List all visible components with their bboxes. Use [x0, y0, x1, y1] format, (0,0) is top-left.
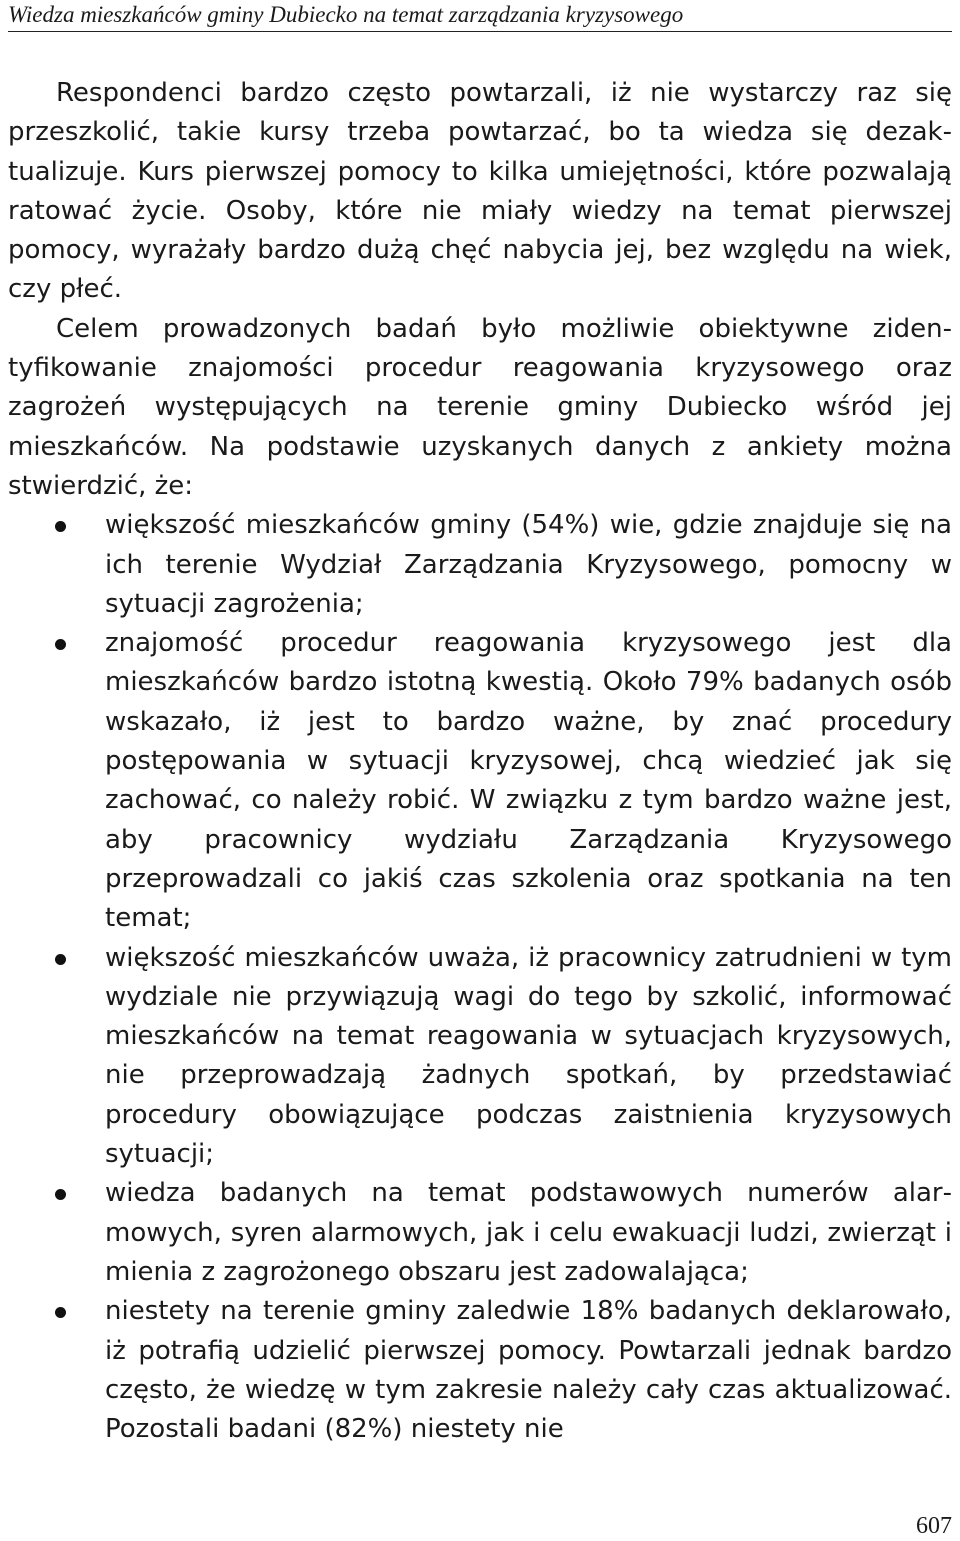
list-item-text: znajomość procedur reagowania kryzysowego jest dla mieszkańców bardzo istotną kwestią. Około 79% badanych osób wskazało, iż jest to bardzo ważne, by znać procedury postępowania w sytuacji kryzysowej, chcą wiedzieć jak się zachować, co należy robić. W związku z tym bardzo ważne jest, aby pracownicy wydziału Zarządzania Kryzysowego przeprowadzali co jakiś czas szkolenia oraz spotkania na ten temat; — [105, 628, 952, 934]
list-item-text: większość mieszkańców gminy (54%) wie, gdzie znajduje się na ich terenie Wydział Zarządzania Kryzysowego, pomocny w sytuacji zagrożenia; — [105, 510, 952, 619]
list-item — [8, 1292, 952, 1449]
bullet-icon — [55, 1307, 66, 1318]
list-item-text: większość mieszkańców uważa, iż pracownicy zatrudnieni w tym wydziale nie przywiązują wagi do tego by szkolić, informować mieszkańców na temat reagowania w sytuacjach kryzysowych, nie przeprowadzają żadnych spotkań, by przedstawiać procedury obowiązujące podczas zaistnienia kryzysowych sytuacji; — [105, 942, 952, 1170]
header-rule — [8, 31, 952, 32]
bullet-icon — [55, 1189, 66, 1200]
running-header: Wiedza mieszkańców gminy Dubiecko na temat zarządzania kryzysowego — [8, 2, 684, 27]
page-number: 607 — [916, 1513, 952, 1539]
list-item — [8, 506, 952, 624]
findings-list — [8, 506, 952, 1449]
list-item-text: niestety na terenie gminy zaledwie 18% badanych deklarowało, iż potrafią udzielić pierwszej pomocy. Powtarzali jednak bardzo często, że wiedzę w tym zakresie należy cały czas aktualizować. Pozostali badani (82%) niestety nie — [105, 1296, 952, 1445]
list-item — [8, 1174, 952, 1292]
list-item-text: wiedza badanych na temat podstawowych numerów alarmowych, syren alarmowych, jak i celu ewakuacji ludzi, zwierząt i mienia z zagrożonego obszaru jest zadowalająca; — [105, 1178, 952, 1287]
list-item — [8, 939, 952, 1175]
list-item — [8, 624, 952, 938]
main-text — [8, 74, 952, 1449]
paragraph-1: Respondenci bardzo często powtarzali, iż nie wystarczy raz się przeszkolić, takie kursy trzeba powtarzać, bo ta wiedza się dezaktualizuje. Kurs pierwszej pomocy to kilka umiejętności, które pozwalają ratować życie. Osoby, które nie miały wiedzy na temat pierwszej pomocy, wyrażały bardzo dużą chęć nabycia jej, bez względu na wiek, czy płeć. — [8, 78, 952, 305]
paragraph-2: Celem prowadzonych badań było możliwie obiektywne zidentyfikowanie znajomości procedur reagowania kryzysowego oraz zagrożeń występujących na terenie gminy Dubiecko wśród jej mieszkańców. Na podstawie uzyskanych danych z ankiety można stwierdzić, że: — [8, 313, 952, 501]
bullet-icon — [55, 639, 66, 650]
bullet-icon — [55, 521, 66, 532]
bullet-icon — [55, 954, 66, 965]
